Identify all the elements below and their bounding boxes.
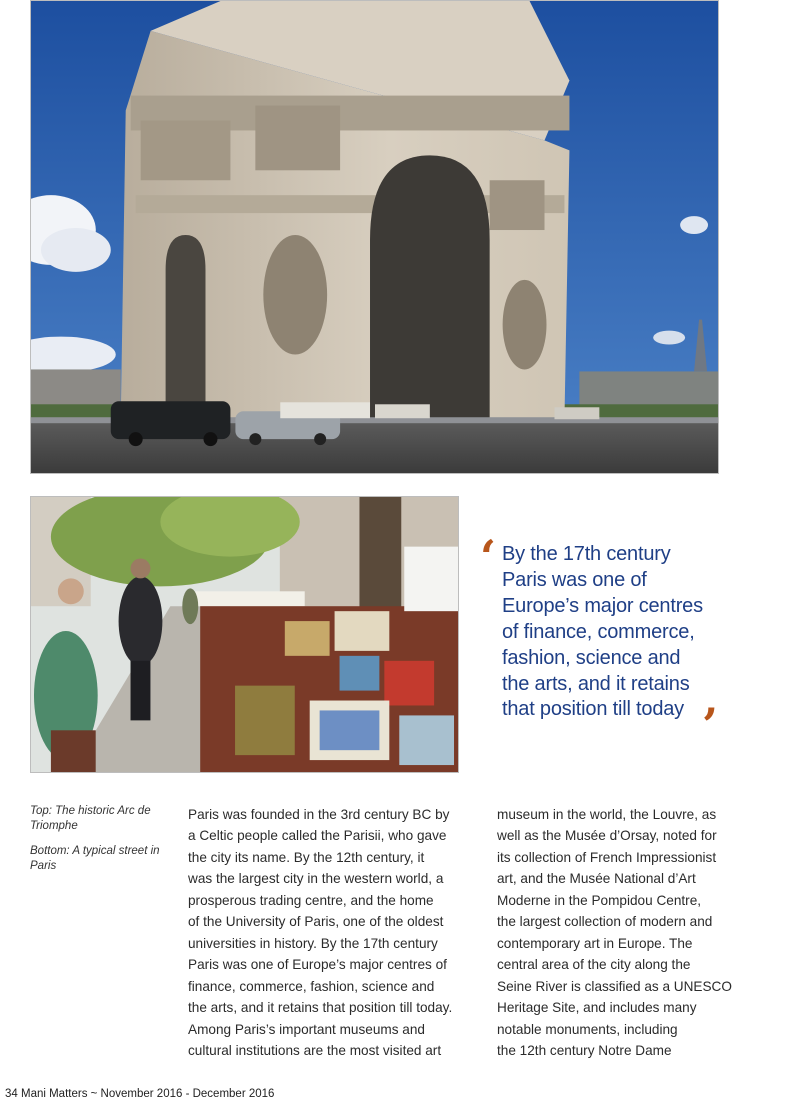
article-column-1 xyxy=(188,804,466,1061)
open-quote-mark: ‘ xyxy=(480,530,497,584)
article-line: cultural institutions are the most visited art xyxy=(188,1042,442,1058)
article-line: the largest collection of modern and xyxy=(497,914,713,930)
article-line: of the University of Paris, one of the oldest xyxy=(188,914,444,930)
article-line: notable monuments, including xyxy=(497,1021,678,1037)
article-line: Moderne in the Pompidou Centre, xyxy=(497,892,702,908)
article-line: art, and the Musée National d’Art xyxy=(497,871,696,887)
pull-quote-line: fashion, science and xyxy=(502,646,681,669)
paris-street-photo xyxy=(30,496,459,773)
close-quote-mark: ’ xyxy=(702,698,719,752)
pull-quote-line: the arts, and it retains xyxy=(502,672,690,695)
pull-quote-line: that position till today xyxy=(502,698,684,721)
article-line: the city its name. By the 12th century, it xyxy=(188,849,425,865)
article-line: museum in the world, the Louvre, as xyxy=(497,807,717,822)
article-line: Seine River is classified as a UNESCO xyxy=(497,978,732,994)
article-line: Paris was one of Europe’s major centres of xyxy=(188,957,447,973)
page-footer: 34 Mani Matters ~ November 2016 - December 2016 xyxy=(5,1088,275,1100)
article-line: its collection of French Impressionist xyxy=(497,849,717,865)
pull-quote-line: Europe’s major centres xyxy=(502,594,703,617)
article-column-2 xyxy=(497,804,775,1061)
article-line: the arts, and it retains that position till today. xyxy=(188,1000,453,1016)
caption-bottom: Bottom: A typical street in Paris xyxy=(30,845,160,872)
arc-de-triomphe-illustration xyxy=(31,1,718,473)
arc-de-triomphe-photo xyxy=(30,0,719,474)
article-line: universities in history. By the 17th century xyxy=(188,935,438,951)
article-line: Paris was founded in the 3rd century BC by xyxy=(188,807,450,822)
article-line: finance, commerce, fashion, science and xyxy=(188,978,435,994)
article-line: contemporary art in Europe. The xyxy=(497,935,693,951)
article-line: was the largest city in the western world, a xyxy=(188,871,444,887)
pull-quote-text xyxy=(502,542,722,723)
pull-quote xyxy=(480,530,730,752)
article-line: the 12th century Notre Dame xyxy=(497,1042,672,1058)
article-line: Among Paris’s important museums and xyxy=(188,1021,425,1037)
caption-top: Top: The historic Arc de Triomphe xyxy=(30,805,151,832)
paris-street-illustration xyxy=(31,497,458,772)
pull-quote-line: By the 17th century xyxy=(502,543,671,565)
pull-quote-line: Paris was one of xyxy=(502,568,647,591)
article-line: central area of the city along the xyxy=(497,957,691,973)
article-line: a Celtic people called the Parisii, who gave xyxy=(188,828,447,844)
article-line: Heritage Site, and includes many xyxy=(497,1000,697,1016)
article-line: well as the Musée d’Orsay, noted for xyxy=(497,828,717,844)
article-line: prosperous trading centre, and the home xyxy=(188,892,434,908)
pull-quote-line: of finance, commerce, xyxy=(502,620,695,643)
